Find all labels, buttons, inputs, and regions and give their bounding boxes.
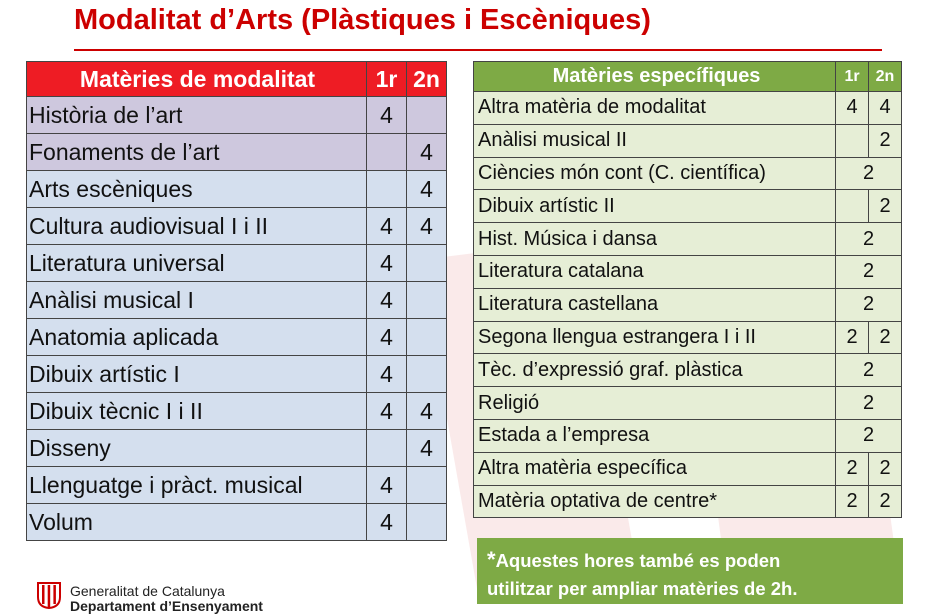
second-year-hours-cell [407,467,447,504]
second-year-hours-cell: 4 [407,393,447,430]
second-year-hours-cell [407,319,447,356]
subject-cell: Ciències món cont (C. científica) [474,157,836,190]
table-row [27,208,447,245]
table-row [27,430,447,467]
subject-cell: Hist. Música i dansa [474,223,836,256]
both-years-hours-cell: 2 [836,223,902,256]
second-year-hours-cell: 4 [407,208,447,245]
both-years-hours-cell: 2 [836,419,902,452]
table-row [27,467,447,504]
table-row [474,157,902,190]
second-year-hours-cell: 4 [869,92,902,125]
subject-cell: Cultura audiovisual I i II [27,208,367,245]
table-row [474,92,902,125]
table-row [27,393,447,430]
subject-cell: Estada a l’empresa [474,419,836,452]
table-row [474,419,902,452]
first-year-hours-cell: 4 [367,208,407,245]
subject-cell: Dibuix artístic I [27,356,367,393]
logo-text-generalitat: Generalitat de Catalunya [70,583,225,599]
second-year-hours-cell [407,504,447,541]
table-row [474,255,902,288]
second-year-hours-cell: 2 [869,485,902,518]
table-row [27,134,447,171]
column-header-second-year: 2n [407,62,447,97]
subject-cell: Anàlisi musical I [27,282,367,319]
table-row [474,485,902,518]
first-year-hours-cell [367,171,407,208]
subject-cell: Fonaments de l’art [27,134,367,171]
subject-cell: Arts escèniques [27,171,367,208]
first-year-hours-cell: 4 [367,356,407,393]
column-header-subject: Matèries específiques [474,62,836,92]
column-header-first-year: 1r [367,62,407,97]
second-year-hours-cell: 4 [407,171,447,208]
second-year-hours-cell [407,97,447,134]
first-year-hours-cell [836,190,869,223]
subject-cell: Altra matèria específica [474,452,836,485]
first-year-hours-cell: 4 [367,504,407,541]
subject-cell: Matèria optativa de centre* [474,485,836,518]
subject-cell: Llenguatge i pràct. musical [27,467,367,504]
second-year-hours-cell: 2 [869,321,902,354]
table-row [474,354,902,387]
table-row [27,171,447,208]
table-row [474,387,902,420]
second-year-hours-cell: 4 [407,134,447,171]
subject-cell: Història de l’art [27,97,367,134]
second-year-hours-cell: 2 [869,452,902,485]
table-row [474,124,902,157]
both-years-hours-cell: 2 [836,255,902,288]
first-year-hours-cell: 4 [836,92,869,125]
first-year-hours-cell [836,124,869,157]
subject-cell: Dibuix tècnic I i II [27,393,367,430]
table-row [474,321,902,354]
second-year-hours-cell: 2 [869,190,902,223]
subject-cell: Literatura universal [27,245,367,282]
column-header-subject: Matèries de modalitat [27,62,367,97]
both-years-hours-cell: 2 [836,157,902,190]
first-year-hours-cell: 4 [367,393,407,430]
note-asterisk: * [487,547,496,572]
first-year-hours-cell: 4 [367,245,407,282]
note-line-2: utilitzar per ampliar matèries de 2h. [487,578,798,599]
subject-cell: Segona llengua estrangera I i II [474,321,836,354]
second-year-hours-cell [407,356,447,393]
subject-cell: Volum [27,504,367,541]
table-row [27,245,447,282]
table-header-row [474,62,902,92]
first-year-hours-cell: 2 [836,452,869,485]
subject-cell: Anàlisi musical II [474,124,836,157]
specific-subjects-table [473,61,902,518]
subject-cell: Literatura castellana [474,288,836,321]
both-years-hours-cell: 2 [836,387,902,420]
first-year-hours-cell: 2 [836,485,869,518]
table-row [27,356,447,393]
title-underline [74,49,882,51]
first-year-hours-cell: 2 [836,321,869,354]
subject-cell: Altra matèria de modalitat [474,92,836,125]
table-row [474,288,902,321]
modality-subjects-table [26,61,447,541]
first-year-hours-cell: 4 [367,319,407,356]
first-year-hours-cell: 4 [367,282,407,319]
column-header-second-year: 2n [869,62,902,92]
table-row [474,452,902,485]
table-row [474,190,902,223]
subject-cell: Religió [474,387,836,420]
both-years-hours-cell: 2 [836,288,902,321]
subject-cell: Literatura catalana [474,255,836,288]
subject-cell: Tèc. d’expressió graf. plàstica [474,354,836,387]
subject-cell: Anatomia aplicada [27,319,367,356]
second-year-hours-cell [407,282,447,319]
second-year-hours-cell [407,245,447,282]
first-year-hours-cell: 4 [367,97,407,134]
second-year-hours-cell: 2 [869,124,902,157]
column-header-first-year: 1r [836,62,869,92]
logo-text-departament: Departament d’Ensenyament [70,598,263,614]
second-year-hours-cell: 4 [407,430,447,467]
first-year-hours-cell [367,430,407,467]
first-year-hours-cell: 4 [367,467,407,504]
hours-note-box [477,538,903,604]
subject-cell: Dibuix artístic II [474,190,836,223]
note-line-1: Aquestes hores també es poden [495,550,781,571]
table-row [27,319,447,356]
senyera-icon [36,581,62,609]
table-row [474,223,902,256]
table-row [27,282,447,319]
table-header-row [27,62,447,97]
table-row [27,504,447,541]
both-years-hours-cell: 2 [836,354,902,387]
table-row [27,97,447,134]
page-title: Modalitat d’Arts (Plàstiques i Escèniques) [74,4,651,36]
subject-cell: Disseny [27,430,367,467]
first-year-hours-cell [367,134,407,171]
